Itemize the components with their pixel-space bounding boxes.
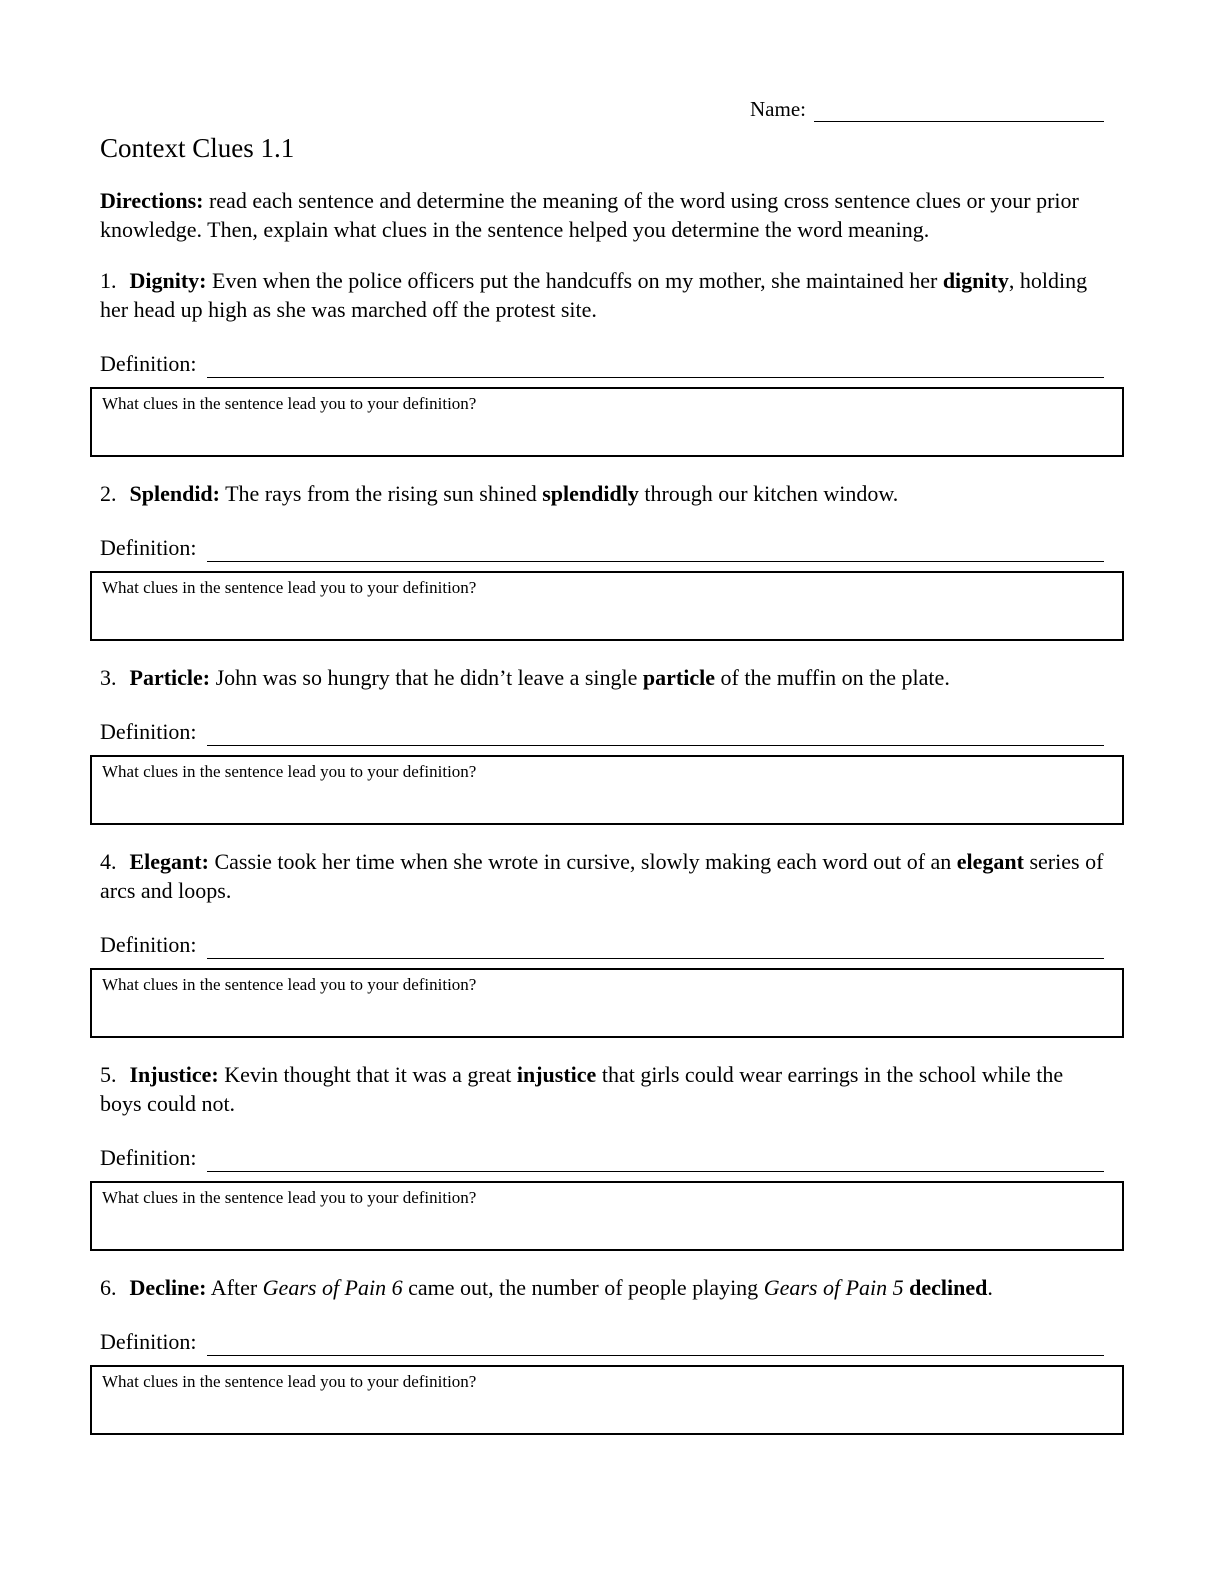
question-word: Splendid:	[129, 481, 220, 506]
question-sentence	[100, 479, 1104, 508]
question-word: Injustice:	[129, 1062, 219, 1087]
question-sentence	[100, 1273, 1104, 1302]
definition-label: Definition:	[100, 351, 197, 376]
directions	[100, 186, 1104, 244]
question-number: 6.	[100, 1275, 117, 1300]
question-block	[100, 1060, 1104, 1251]
definition-row	[100, 1328, 1104, 1356]
definition-label: Definition:	[100, 932, 197, 957]
clues-prompt: What clues in the sentence lead you to your definition?	[102, 975, 477, 994]
question-sentence	[100, 663, 1104, 692]
clues-box[interactable]	[90, 571, 1124, 641]
page-title: Context Clues 1.1	[100, 133, 295, 163]
definition-label: Definition:	[100, 535, 197, 560]
clues-box[interactable]	[90, 1181, 1124, 1251]
question-text: Even when the police officers put the handcuffs on my mother, she maintained her dignity, holding her head up high as she was marched off the protest site.	[100, 268, 1088, 322]
directions-label: Directions:	[100, 188, 204, 213]
clues-prompt: What clues in the sentence lead you to your definition?	[102, 762, 477, 781]
clues-box[interactable]	[90, 387, 1124, 457]
questions-list	[100, 266, 1104, 1435]
question-word: Decline:	[129, 1275, 207, 1300]
question-block	[100, 847, 1104, 1038]
question-text: Kevin thought that it was a great injustice that girls could wear earrings in the school while the boys could not.	[100, 1062, 1064, 1116]
definition-row	[100, 931, 1104, 959]
question-sentence	[100, 847, 1104, 905]
question-sentence	[100, 1060, 1104, 1118]
definition-label: Definition:	[100, 1145, 197, 1170]
definition-label: Definition:	[100, 719, 197, 744]
question-number: 1.	[100, 268, 117, 293]
question-number: 5.	[100, 1062, 117, 1087]
question-block	[100, 266, 1104, 457]
definition-blank[interactable]	[207, 1330, 1104, 1356]
question-block	[100, 1273, 1104, 1435]
definition-row	[100, 534, 1104, 562]
clues-prompt: What clues in the sentence lead you to your definition?	[102, 394, 477, 413]
clues-prompt: What clues in the sentence lead you to your definition?	[102, 578, 477, 597]
clues-prompt: What clues in the sentence lead you to your definition?	[102, 1372, 477, 1391]
name-row	[100, 96, 1104, 122]
definition-label: Definition:	[100, 1329, 197, 1354]
definition-blank[interactable]	[207, 720, 1104, 746]
definition-row	[100, 350, 1104, 378]
clues-box[interactable]	[90, 755, 1124, 825]
directions-text: read each sentence and determine the meaning of the word using cross sentence clues or your prior knowledge. Then, explain what clues in the sentence helped you determine the word meaning.	[100, 188, 1079, 242]
definition-blank[interactable]	[207, 352, 1104, 378]
definition-row	[100, 1144, 1104, 1172]
clues-box[interactable]	[90, 1365, 1124, 1435]
clues-box[interactable]	[90, 968, 1124, 1038]
definition-blank[interactable]	[207, 933, 1104, 959]
name-label: Name:	[750, 97, 806, 121]
question-sentence	[100, 266, 1104, 324]
question-block	[100, 663, 1104, 825]
question-text: Cassie took her time when she wrote in cursive, slowly making each word out of an elegant series of arcs and loops.	[100, 849, 1104, 903]
question-text: The rays from the rising sun shined splendidly through our kitchen window.	[220, 481, 899, 506]
definition-blank[interactable]	[207, 1146, 1104, 1172]
question-word: Elegant:	[129, 849, 209, 874]
name-blank[interactable]	[814, 98, 1104, 122]
question-number: 3.	[100, 665, 117, 690]
definition-blank[interactable]	[207, 536, 1104, 562]
question-number: 4.	[100, 849, 117, 874]
question-word: Dignity:	[129, 268, 207, 293]
question-number: 2.	[100, 481, 117, 506]
definition-row	[100, 718, 1104, 746]
question-word: Particle:	[129, 665, 211, 690]
question-text: After Gears of Pain 6 came out, the number of people playing Gears of Pain 5 declined.	[206, 1275, 993, 1300]
question-text: John was so hungry that he didn’t leave a single particle of the muffin on the plate.	[210, 665, 950, 690]
question-block	[100, 479, 1104, 641]
clues-prompt: What clues in the sentence lead you to your definition?	[102, 1188, 477, 1207]
